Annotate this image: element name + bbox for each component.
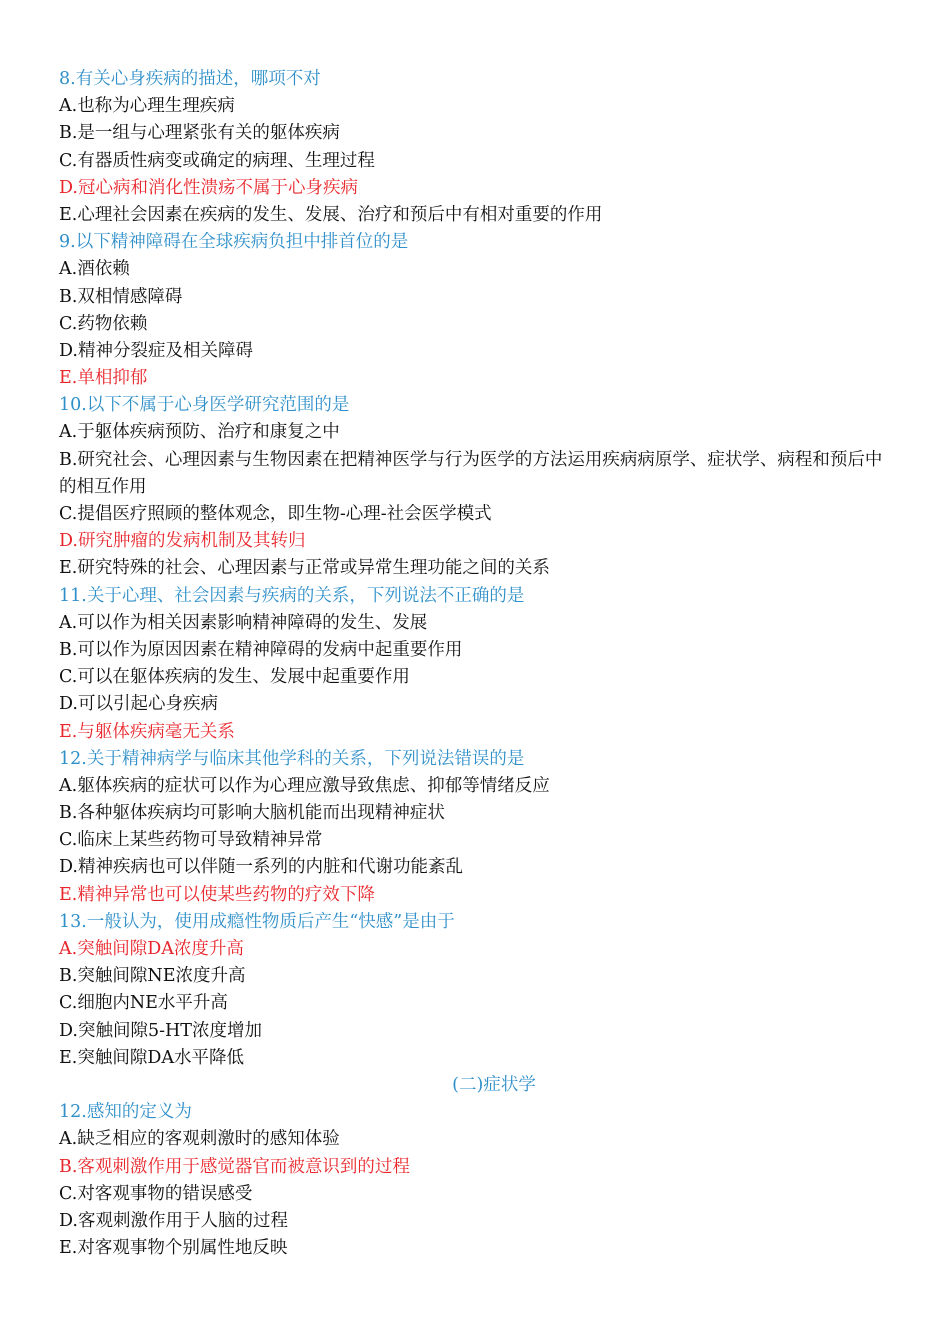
question-stem: 11.关于心理、社会因素与疾病的关系，下列说法不正确的是 — [59, 585, 525, 606]
option-line: B.双相情感障碍 — [59, 286, 183, 307]
option-line: C.提倡医疗照顾的整体观念，即生物-心理-社会医学模式 — [59, 504, 492, 525]
option-line: C.细胞内NE水平升高 — [59, 993, 228, 1014]
option-line: C.有器质性病变或确定的病理、生理过程 — [59, 150, 375, 171]
section-heading: (二)症状学 — [452, 1074, 536, 1095]
option-line: B.各种躯体疾病均可影响大脑机能而出现精神症状 — [59, 803, 445, 824]
correct-answer-line: A.突触间隙DA浓度升高 — [59, 939, 244, 960]
option-line: C.可以在躯体疾病的发生、发展中起重要作用 — [59, 667, 410, 688]
correct-answer-line: E.单相抑郁 — [59, 368, 148, 389]
option-line: E.突触间隙DA水平降低 — [59, 1047, 245, 1068]
question-stem: 8.有关心身疾病的描述，哪项不对 — [59, 69, 321, 89]
document-page — [59, 66, 899, 1262]
option-line: C.临床上某些药物可导致精神异常 — [59, 830, 323, 851]
option-line: D.客观刺激作用于人脑的过程 — [59, 1210, 288, 1231]
option-line: A.酒依赖 — [59, 259, 130, 280]
option-line: C.对客观事物的错误感受 — [59, 1183, 253, 1204]
correct-answer-line: E.与躯体疾病毫无关系 — [59, 721, 235, 742]
option-line: D.突触间隙5-HT浓度增加 — [59, 1020, 262, 1041]
question-stem: 9.以下精神障碍在全球疾病负担中排首位的是 — [59, 232, 409, 253]
option-line: B.突触间隙NE浓度升高 — [59, 966, 246, 987]
correct-answer-line: B.客观刺激作用于感觉器官而被意识到的过程 — [59, 1156, 410, 1177]
option-line: B.是一组与心理紧张有关的躯体疾病 — [59, 123, 340, 144]
option-line: E.研究特殊的社会、心理因素与正常或异常生理功能之间的关系 — [59, 558, 550, 579]
option-line: A.于躯体疾病预防、治疗和康复之中 — [59, 422, 340, 443]
option-line: B.研究社会、心理因素与生物因素在把精神医学与行为医学的方法运用疾病病原学、症状学、病程和预后中的相互作用 — [59, 449, 883, 497]
correct-answer-line: D.研究肿瘤的发病机制及其转归 — [59, 531, 306, 552]
option-line: D.精神分裂症及相关障碍 — [59, 340, 253, 361]
option-line: A.躯体疾病的症状可以作为心理应激导致焦虑、抑郁等情绪反应 — [59, 775, 550, 796]
option-line: A.可以作为相关因素影响精神障碍的发生、发展 — [59, 612, 428, 633]
question-stem: 10.以下不属于心身医学研究范围的是 — [59, 395, 350, 416]
option-line: C.药物依赖 — [59, 313, 148, 334]
question-stem: 13.一般认为，使用成瘾性物质后产生“快感”是由于 — [59, 911, 455, 932]
option-line: E.对客观事物个别属性地反映 — [59, 1238, 288, 1259]
option-line: A.也称为心理生理疾病 — [59, 96, 235, 117]
option-line: A.缺乏相应的客观刺激时的感知体验 — [59, 1129, 340, 1150]
option-line: D.精神疾病也可以伴随一系列的内脏和代谢功能紊乱 — [59, 857, 463, 878]
question-stem: 12.关于精神病学与临床其他学科的关系，下列说法错误的是 — [59, 748, 525, 769]
correct-answer-line: E.精神异常也可以使某些药物的疗效下降 — [59, 884, 375, 905]
option-line: D.可以引起心身疾病 — [59, 694, 218, 715]
correct-answer-line: D.冠心病和消化性溃疡不属于心身疾病 — [59, 177, 358, 198]
option-line: E.心理社会因素在疾病的发生、发展、治疗和预后中有相对重要的作用 — [59, 204, 603, 225]
question-stem: 12.感知的定义为 — [59, 1102, 192, 1123]
option-line: B.可以作为原因因素在精神障碍的发病中起重要作用 — [59, 639, 463, 660]
